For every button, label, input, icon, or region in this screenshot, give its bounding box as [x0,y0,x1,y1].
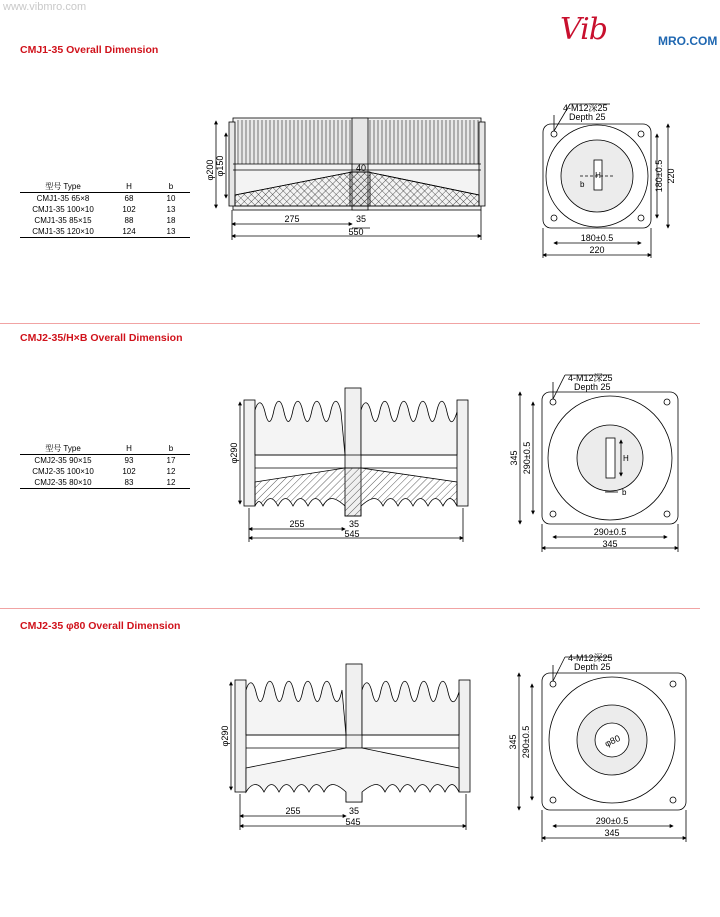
cell-b: 17 [166,456,176,465]
logo-script: Vib [560,12,607,47]
cell-h: 88 [124,216,134,225]
cell-b: 18 [166,216,176,225]
cell-h: 93 [124,456,134,465]
bolt-spec: 4-M12深25 [568,373,613,383]
cell-type: CMJ2-35 90×15 [34,456,92,465]
depth-spec: Depth 25 [574,662,611,672]
cell-type: CMJ1-35 100×10 [32,205,94,214]
dim-width-h: 220 [589,245,605,255]
label-b: b [580,180,585,189]
section-1-title: CMJ1-35 Overall Dimension [20,44,159,56]
col-h: H [106,443,152,455]
front-view-3 [519,657,686,842]
section-3-title: CMJ2-35 φ80 Overall Dimension [20,620,181,632]
front-view-2 [520,375,678,552]
cell-b: 12 [152,477,190,489]
cell-h: 102 [122,205,136,214]
label-h: H [595,171,601,180]
dim-bolt-span-v: 290±0.5 [521,725,531,759]
dim-total: 545 [344,529,360,539]
cell-b: 13 [166,205,176,214]
cell-type: CMJ1-35 85×15 [34,216,92,225]
dim-bolt-span-v: 180±0.5 [654,159,664,193]
cell-h: 124 [106,226,152,238]
dim-height: φ290 [220,725,230,747]
watermark: www.vibmro.com [3,1,87,13]
dim-inner: φ150 [215,155,225,177]
cell-b: 10 [166,194,176,203]
dim-total: 550 [348,227,364,237]
cell-h: 102 [122,467,136,476]
dim-top: 40 [355,163,367,173]
dim-width-v: 345 [508,734,518,750]
dim-width-h: 345 [602,539,618,549]
dim-bolt-span-h: 180±0.5 [580,233,614,243]
dim-width-h: 345 [604,828,620,838]
col-b: b [152,181,190,193]
cell-h: 68 [124,194,134,203]
cell-b: 12 [166,467,176,476]
dim-center: 35 [355,214,367,224]
col-h: H [106,181,152,193]
dim-bolt-span-h: 290±0.5 [595,816,629,826]
dim-height: φ290 [229,442,239,464]
col-type: 型号 Type [20,443,106,455]
depth-spec: Depth 25 [569,112,606,122]
col-b: b [152,443,190,455]
dim-left: 255 [289,519,305,529]
dim-center: 35 [348,519,360,529]
cell-type: CMJ2-35 100×10 [32,467,94,476]
label-h: H [623,454,629,463]
cell-type: CMJ2-35 80×10 [20,477,106,489]
cell-h: 83 [106,477,152,489]
label-b: b [622,488,627,497]
cell-b: 13 [152,226,190,238]
dim-bolt-span-v: 290±0.5 [522,441,532,475]
bolt-spec: 4-M12深25 [568,653,613,663]
cell-type: CMJ1-35 65×8 [36,194,90,203]
dim-left: 255 [285,806,301,816]
label-hole: φ80 [603,733,622,749]
dim-bolt-span-h: 290±0.5 [593,527,627,537]
depth-spec: Depth 25 [574,382,611,392]
dim-width-v: 220 [666,168,676,184]
dim-width-v: 345 [509,450,519,466]
col-type: 型号 Type [20,181,106,193]
logo-suffix: MRO.COM [658,34,718,48]
dim-outer: φ200 [205,159,215,181]
dim-center: 35 [348,806,360,816]
section-2-title: CMJ2-35/H×B Overall Dimension [20,332,183,344]
side-view-1 [216,118,485,240]
dim-total: 545 [345,817,361,827]
cell-type: CMJ1-35 120×10 [20,226,106,238]
dim-left: 275 [284,214,300,224]
bolt-spec: 4-M12深25 [563,103,608,113]
